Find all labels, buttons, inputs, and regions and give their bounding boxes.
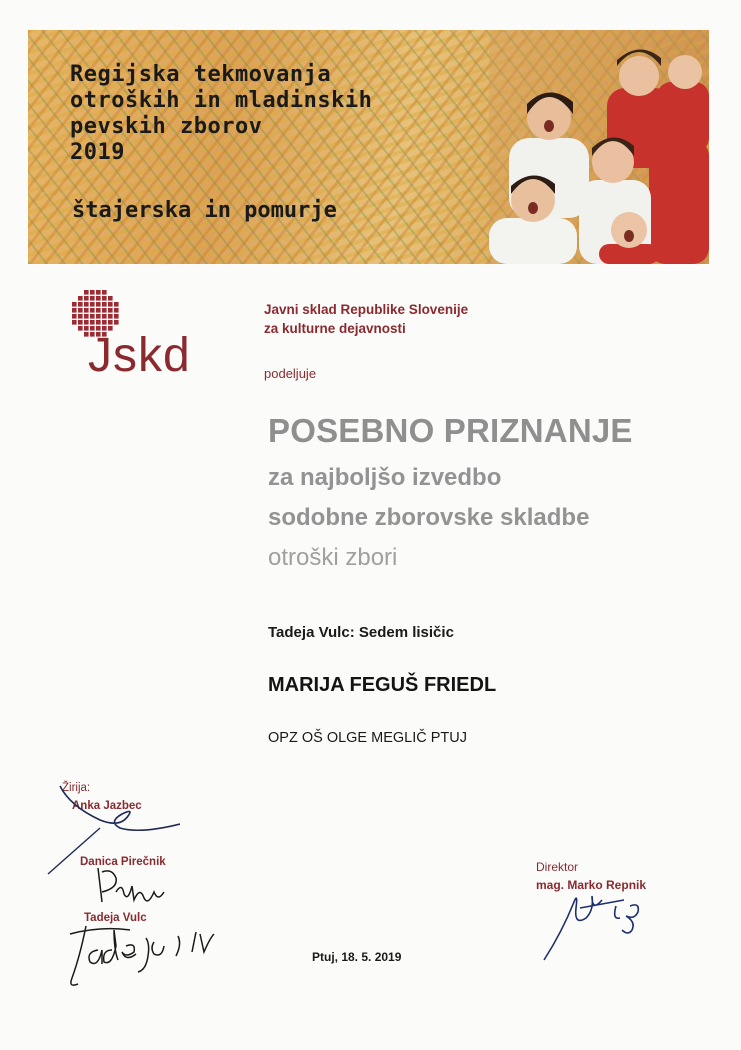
header-banner xyxy=(28,30,709,264)
banner-title-line: otroških in mladinskih xyxy=(70,88,373,113)
director-name: mag. Marko Repnik xyxy=(536,878,647,892)
director-signature xyxy=(534,884,654,964)
banner-title xyxy=(70,62,372,166)
banner-region: štajerska in pomurje xyxy=(72,198,337,223)
jury-signature-2 xyxy=(92,862,182,912)
jury-member-name: Danica Pirečnik xyxy=(80,856,166,868)
banner-title-year: 2019 xyxy=(70,140,125,165)
banner-title-line: pevskih zborov xyxy=(70,114,263,139)
organization-line: Javni sklad Republike Slovenije xyxy=(264,302,469,317)
award-subcategory: otroški zbori xyxy=(268,544,398,571)
singing-children-photo xyxy=(489,30,709,264)
director-label: Direktor xyxy=(536,860,579,874)
jury-member-name: Tadeja Vulc xyxy=(84,912,147,924)
organization-name xyxy=(264,300,468,338)
issue-date: Ptuj, 18. 5. 2019 xyxy=(312,950,402,964)
jury-member-name: Anka Jazbec xyxy=(72,800,142,812)
jury-signature-3 xyxy=(60,920,220,1000)
organization-line: za kulturne dejavnosti xyxy=(264,321,406,336)
awards-verb: podeljuje xyxy=(264,366,317,381)
award-category-line: za najboljšo izvedbo xyxy=(268,464,502,491)
composition: Tadeja Vulc: Sedem lisičic xyxy=(268,624,454,641)
choir-name: OPZ OŠ OLGE MEGLIČ PTUJ xyxy=(268,730,468,746)
conductor-name: MARIJA FEGUŠ FRIEDL xyxy=(268,674,497,696)
award-title: POSEBNO PRIZNANJE xyxy=(268,412,633,449)
jskd-logo-text: Jskd xyxy=(88,329,191,382)
banner-title-line: Regijska tekmovanja xyxy=(70,62,332,87)
jury-label: Žirija: xyxy=(62,782,91,794)
award-category-line: sodobne zborovske skladbe xyxy=(268,504,590,531)
